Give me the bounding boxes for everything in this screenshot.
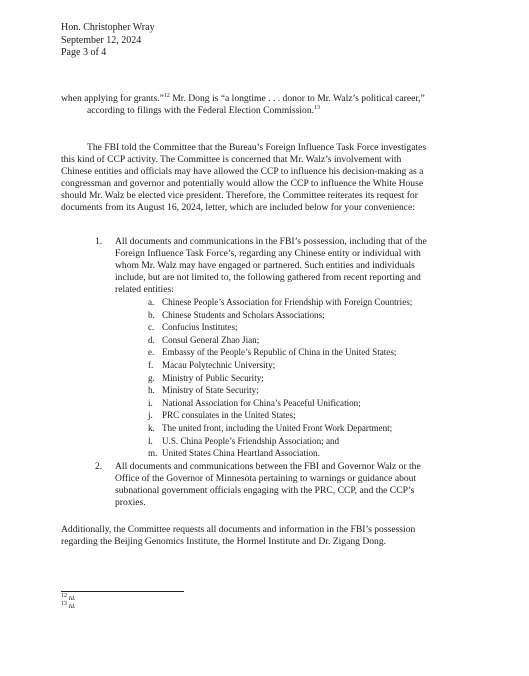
list-item: k. The united front, including the United Front Work Department; [148,422,393,433]
list-item: d. Consul General Zhao Jian; [148,334,260,345]
paragraph-line: Additionally, the Committee requests all documents and information in the FBI’s possession [61,524,416,535]
request-line: proxies. [115,497,146,508]
list-item: i. National Association for China’s Peaceful Unification; [148,397,361,408]
footnote-ref: 13 [314,104,321,111]
request-line: All documents and communications in the FBI’s possession, including that of the [115,236,427,247]
paragraph-additional-request [61,524,481,548]
paragraph-line: documents from its August 16, 2024, letter, which are included below for your convenience: [61,202,415,213]
request-line: subnational government officials engaging with the PRC, CCP, and the CCP’s [115,485,415,496]
list-item: h. Ministry of State Security; [148,385,259,396]
footnote: $^{12}$ Id. [61,592,76,602]
paragraph-line: The FBI told the Committee that the Bureau’s Foreign Influence Task Force investigates [87,142,427,153]
list-item: c. Confucius Institutes; [148,322,238,333]
paragraph-line: congressman and governor and potentially would allow the CCP to influence the White House [61,178,424,189]
request-number: 2. [95,461,103,472]
request-line: related entities: [115,284,174,295]
list-item: g. Ministry of Public Security; [148,372,264,383]
list-item: a. Chinese People’s Association for Friendship with Foreign Countries; [148,297,413,307]
letter-header [61,22,155,60]
request-line: whom Mr. Walz may have engaged or partnered. Such entities and individuals [115,260,415,271]
request-number: 1. [95,236,103,247]
paragraph-line: when applying for grants.”$^{12}$ Mr. Dong is “a longtime . . . donor to Mr. Walz’s political career,” [61,92,425,104]
list-item: j. PRC consulates in the United States; [148,410,296,421]
letter-date: September 12, 2024 [61,34,142,46]
request-line: All documents and communications between the FBI and Governor Walz or the [115,461,421,472]
request-line: include, but are not limited to, the following gathered from recent reporting and [115,272,421,283]
footnote: $^{13}$ Id. [61,600,76,610]
paragraph-line: regarding the Beijing Genomics Institute, the Hormel Institute and Dr. Zigang Dong. [61,536,387,547]
footnotes [61,592,76,611]
recipient-name: Hon. Christopher Wray [61,22,155,33]
page-number: Page 3 of 4 [61,47,107,58]
list-item: e. Embassy of the People’s Republic of China in the United States; [148,347,397,358]
footnote-divider [61,591,184,592]
list-item: m. United States China Heartland Association. [148,448,320,459]
list-item: f. Macau Polytechnic University; [148,359,276,370]
request-item-2 [95,461,495,509]
footnote-ref: 12 [163,92,170,99]
list-item: l. U.S. China People’s Friendship Association; and [148,435,340,446]
paragraph-line: according to filings with the Federal Election Commission.$^{13}$ [87,104,321,116]
request-line: Office of the Governor of Minnesota pertaining to warnings or guidance about [115,473,417,484]
paragraph-line: should Mr. Walz be elected vice president. Therefore, the Committee reiterates its request for [61,190,418,201]
entity-list [148,296,412,460]
paragraph-fbi-task-force [61,142,481,214]
request-item-1 [95,236,495,296]
request-line: Foreign Influence Task Force’s, regarding any Chinese entity or individual with [115,248,421,259]
list-item: b. Chinese Students and Scholars Associations; [148,309,325,320]
paragraph-line: this kind of CCP activity. The Committee is concerned that Mr. Walz’s involvement with [61,154,402,165]
paragraph-line: Chinese entities and officials may have allowed the CCP to influence his decision-making as a [61,166,424,177]
paragraph-grants [61,93,481,117]
